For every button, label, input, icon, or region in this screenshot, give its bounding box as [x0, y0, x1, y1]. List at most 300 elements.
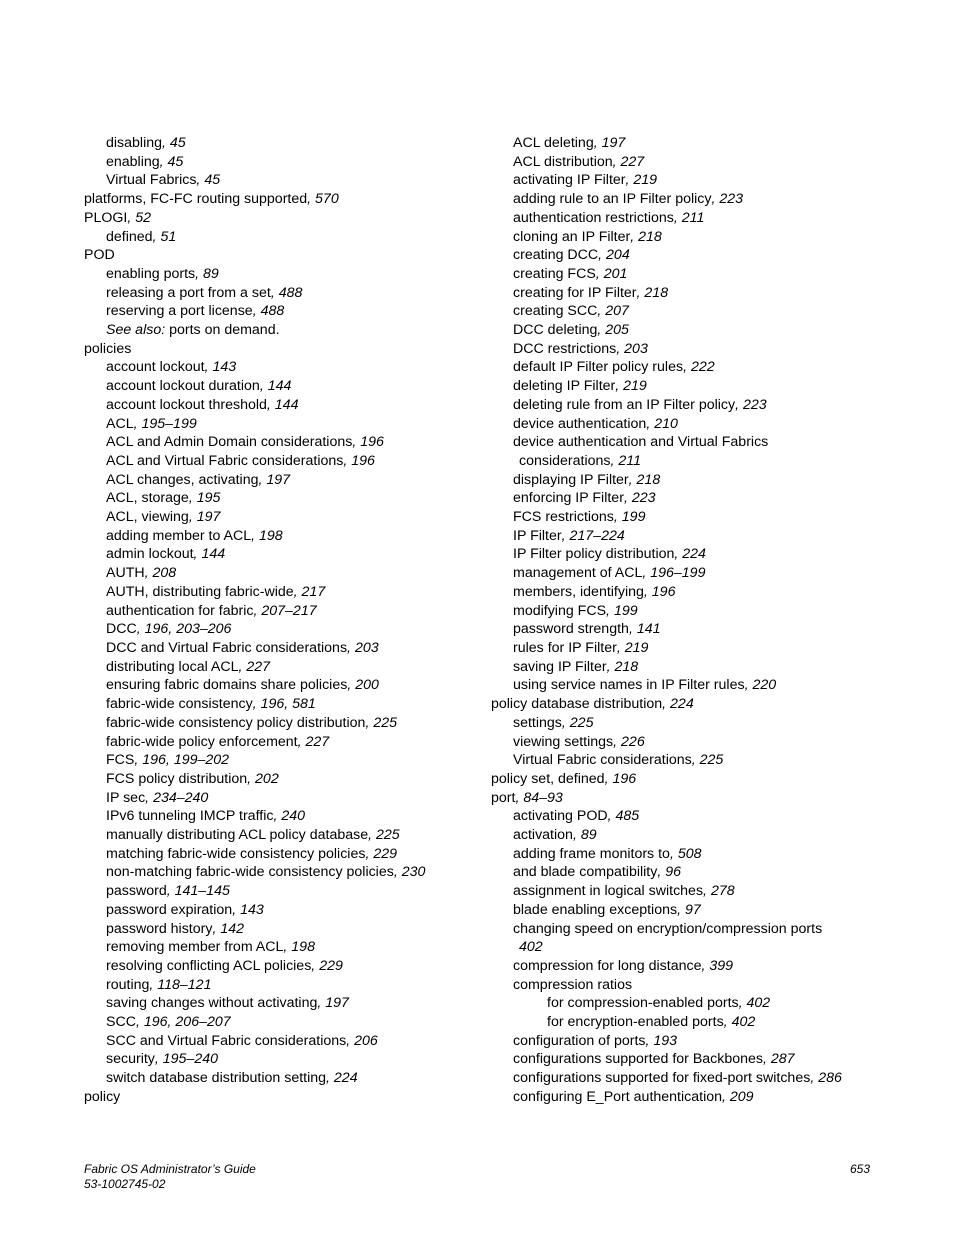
entry-page-ref[interactable]: 200: [355, 677, 379, 694]
index-entry: password history, 142: [106, 920, 245, 937]
entry-page-ref[interactable]: 211: [681, 209, 705, 226]
entry-page-ref[interactable]: 197: [196, 509, 221, 526]
index-entry: [84, 340, 464, 359]
index-entry: releasing a port from a set, 488: [106, 284, 303, 301]
entry-page-ref[interactable]: 205: [605, 322, 629, 339]
index-entry: configuring E_Port authentication, 209: [513, 1088, 754, 1105]
entry-page-ref[interactable]: 196: [351, 452, 375, 469]
index-entry: IPv6 tunneling IMCP traffic, 240: [106, 808, 306, 825]
entry-term: fabric-wide consistency policy distribution: [106, 714, 366, 731]
entry-term: configurations supported for fixed-port switches: [513, 1070, 811, 1087]
index-entry: creating FCS, 201: [513, 265, 628, 282]
entry-term: distributing local ACL: [106, 658, 239, 675]
entry-term: policy database distribution: [491, 696, 663, 713]
index-entry: [84, 1088, 464, 1107]
index-entry: ensuring fabric domains share policies, 200: [106, 677, 379, 694]
index-entry: configurations supported for fixed-port switches, 286: [513, 1070, 842, 1087]
entry-term: members, identifying: [513, 583, 644, 600]
entry-term: adding frame monitors to: [513, 845, 670, 862]
entry-page-ref[interactable]: 217–224: [569, 527, 625, 544]
index-entry: resolving conflicting ACL policies, 229: [106, 957, 343, 974]
entry-page-ref[interactable]: 199: [621, 509, 646, 526]
entry-term: removing member from ACL: [106, 939, 284, 956]
index-entry: ACL and Virtual Fabric considerations, 196: [106, 452, 375, 469]
entry-page-ref[interactable]: 286: [818, 1070, 842, 1087]
entry-page-ref[interactable]: 508: [677, 845, 702, 862]
entry-page-ref[interactable]: 193: [653, 1032, 678, 1049]
entry-term: modifying FCS: [513, 602, 607, 619]
entry-page-ref[interactable]: 209: [729, 1088, 754, 1105]
index-entry: AUTH, 208: [106, 565, 177, 582]
entry-term: creating FCS: [513, 265, 596, 282]
index-entry: DCC, 196, 203–206: [106, 621, 232, 638]
entry-page-ref[interactable]: 570: [315, 191, 339, 208]
index-entry: PLOGI, 52: [84, 209, 152, 226]
index-entry: port, 84–93: [491, 789, 563, 806]
entry-page-ref[interactable]: 195–199: [141, 415, 197, 432]
entry-page-ref[interactable]: 204: [606, 247, 630, 264]
index-entry: adding frame monitors to, 508: [513, 845, 702, 862]
index-entry: rules for IP Filter, 219: [513, 639, 649, 656]
index-entry: [491, 433, 891, 452]
entry-term: creating SCC: [513, 303, 598, 320]
index-entry: SCC and Virtual Fabric considerations, 206: [106, 1032, 378, 1049]
entry-term: ACL and Virtual Fabric considerations: [106, 452, 344, 469]
entry-page-ref[interactable]: 143: [240, 901, 264, 918]
index-entry: DCC and Virtual Fabric considerations, 203: [106, 639, 379, 656]
entry-page-ref[interactable]: 402: [519, 939, 543, 956]
index-entry: activating IP Filter, 219: [513, 172, 658, 189]
index-entry: displaying IP Filter, 218: [513, 471, 661, 488]
entry-page-ref[interactable]: 196: [651, 583, 676, 600]
entry-term: activating POD: [513, 808, 608, 825]
entry-term: account lockout threshold: [106, 396, 267, 413]
index-column-right: [491, 134, 891, 1107]
entry-page-ref[interactable]: 144: [201, 546, 226, 563]
entry-term: releasing a port from a set: [106, 284, 271, 301]
entry-term: port: [491, 789, 516, 806]
entry-term: enabling ports: [106, 265, 196, 282]
index-entry: enforcing IP Filter, 223: [513, 490, 656, 507]
index-entry: members, identifying, 196: [513, 583, 676, 600]
index-entry: [491, 938, 891, 957]
index-entry: enabling ports, 89: [106, 265, 219, 282]
index-entry: authentication for fabric, 207–217: [106, 602, 317, 619]
entry-page-ref[interactable]: 207: [605, 303, 629, 320]
entry-term: routing: [106, 976, 150, 993]
entry-term: ACL changes, activating: [106, 471, 259, 488]
entry-term: reserving a port license: [106, 303, 253, 320]
entry-term: IP sec: [106, 789, 146, 806]
entry-page-ref[interactable]: 218: [614, 658, 639, 675]
see-also-label: See also:: [106, 322, 166, 339]
index-entry: creating DCC, 204: [513, 247, 630, 264]
index-entry: disabling, 45: [106, 135, 186, 151]
entry-term: deleting IP Filter: [513, 378, 616, 395]
entry-term: for compression-enabled ports: [547, 995, 739, 1012]
index-entry: [491, 976, 891, 995]
entry-term: ACL, viewing: [106, 509, 189, 526]
index-entry: enabling, 45: [106, 153, 184, 170]
entry-term: ACL and Admin Domain considerations: [106, 434, 353, 451]
page-footer: [84, 1162, 870, 1192]
entry-page-ref[interactable]: 144: [267, 378, 292, 395]
entry-page-ref[interactable]: 89: [203, 265, 219, 282]
index-entry: password, 141–145: [106, 883, 230, 900]
entry-term: policy set, defined: [491, 770, 605, 787]
entry-term: DCC deleting: [513, 322, 598, 339]
entry-term: matching fabric-wide consistency policies: [106, 845, 366, 862]
entry-term: and blade compatibility: [513, 864, 658, 881]
entry-term: rules for IP Filter: [513, 639, 617, 656]
entry-page-ref[interactable]: 96: [665, 864, 681, 881]
index-entry: ACL, viewing, 197: [106, 509, 221, 526]
index-entry: device authentication, 210: [513, 415, 678, 432]
entry-page-ref[interactable]: 52: [135, 209, 152, 226]
index-entry: routing, 118–121: [106, 976, 212, 993]
index-entry: authentication restrictions, 211: [513, 209, 705, 226]
index-entry: configuration of ports, 193: [513, 1032, 678, 1049]
entry-page-ref[interactable]: 196: [360, 434, 384, 451]
entry-page-ref[interactable]: 196–199: [650, 565, 706, 582]
index-entry: policy database distribution, 224: [491, 696, 694, 713]
index-entry: defined, 51: [106, 228, 177, 245]
index-entry: activation, 89: [513, 827, 597, 844]
entry-term: cloning an IP Filter: [513, 228, 631, 245]
entry-page-ref[interactable]: 488: [278, 284, 303, 301]
entry-term: password expiration: [106, 901, 233, 918]
entry-page-ref[interactable]: 203: [624, 340, 648, 357]
entry-term: AUTH: [106, 565, 145, 582]
index-entry: deleting IP Filter, 219: [513, 378, 647, 395]
index-entry: blade enabling exceptions, 97: [513, 901, 701, 918]
index-entry: management of ACL, 196–199: [513, 565, 706, 582]
entry-term: account lockout: [106, 359, 205, 376]
entry-term: device authentication: [513, 415, 647, 432]
entry-term: defined: [106, 228, 153, 245]
entry-term: activation: [513, 827, 573, 844]
entry-term: for encryption-enabled ports: [547, 1014, 724, 1031]
index-entry: account lockout duration, 144: [106, 378, 292, 395]
entry-term: non-matching fabric-wide consistency policies: [106, 864, 394, 881]
entry-term: platforms, FC-FC routing supported: [84, 191, 308, 208]
entry-term: security: [106, 1051, 155, 1068]
entry-page-ref[interactable]: 208: [152, 565, 177, 582]
index-entry: fabric-wide consistency, 196, 581: [106, 696, 316, 713]
index-entry: default IP Filter policy rules, 222: [513, 359, 715, 376]
index-entry: ACL deleting, 197: [513, 135, 626, 151]
entry-term: adding rule to an IP Filter policy: [513, 191, 712, 208]
index-entry: ACL distribution, 227: [513, 153, 645, 170]
entry-term: ACL deleting: [513, 135, 594, 151]
entry-page-ref[interactable]: 224: [333, 1070, 358, 1087]
entry-page-ref[interactable]: 217: [301, 583, 326, 600]
entry-term: displaying IP Filter: [513, 471, 629, 488]
entry-term: fabric-wide policy enforcement: [106, 733, 298, 750]
entry-term: considerations: [519, 452, 611, 469]
entry-term: manually distributing ACL policy database: [106, 827, 369, 844]
entry-term: switch database distribution setting: [106, 1070, 327, 1087]
entry-page-ref[interactable]: 219: [633, 172, 658, 189]
index-entry: Virtual Fabric considerations, 225: [513, 752, 724, 769]
entry-page-ref[interactable]: 225: [569, 714, 594, 731]
entry-term: using service names in IP Filter rules: [513, 677, 745, 694]
index-entry: FCS, 196, 199–202: [106, 752, 230, 769]
entry-page-ref[interactable]: 287: [770, 1051, 795, 1068]
index-entry: viewing settings, 226: [513, 733, 645, 750]
index-entry: adding rule to an IP Filter policy, 223: [513, 191, 744, 208]
entry-page-ref[interactable]: 224: [670, 696, 694, 713]
index-entry: assignment in logical switches, 278: [513, 883, 735, 900]
entry-term: compression for long distance: [513, 957, 702, 974]
entry-page-ref[interactable]: 142: [220, 920, 245, 937]
entry-page-ref[interactable]: 225: [375, 827, 400, 844]
entry-page-ref[interactable]: 226: [621, 733, 645, 750]
entry-page-ref[interactable]: 118–121: [157, 976, 212, 993]
index-entry: creating SCC, 207: [513, 303, 629, 320]
entry-term: resolving conflicting ACL policies: [106, 957, 312, 974]
entry-page-ref[interactable]: 218: [644, 284, 669, 301]
entry-page-ref[interactable]: 225: [699, 752, 724, 769]
entry-page-ref[interactable]: 196, 203–206: [144, 621, 232, 638]
entry-page-ref[interactable]: 196, 206–207: [143, 1014, 231, 1031]
footer-doc-number: 53-1002745-02: [84, 1177, 166, 1191]
entry-term: compression ratios: [513, 976, 633, 993]
index-column-left: [84, 134, 464, 1107]
entry-term: AUTH, distributing fabric-wide: [106, 583, 294, 600]
entry-page-ref[interactable]: 485: [615, 808, 640, 825]
index-entry: reserving a port license, 488: [106, 303, 285, 320]
entry-page-ref[interactable]: 219: [623, 378, 647, 395]
index-entry: AUTH, distributing fabric-wide, 217: [106, 583, 326, 600]
index-entry: policy set, defined, 196: [491, 770, 637, 787]
entry-page-ref[interactable]: 141–145: [174, 883, 230, 900]
entry-page-ref[interactable]: 220: [752, 677, 777, 694]
index-entry: ACL, 195–199: [106, 415, 197, 432]
index-entry: password strength, 141: [513, 621, 661, 638]
entry-term: viewing settings: [513, 733, 614, 750]
entry-term: Virtual Fabrics: [106, 172, 197, 189]
entry-term: ACL, storage: [106, 490, 189, 507]
entry-page-ref[interactable]: 198: [291, 939, 315, 956]
index-entry: considerations, 211: [519, 452, 642, 469]
entry-page-ref[interactable]: 195: [196, 490, 221, 507]
entry-term: saving IP Filter: [513, 658, 607, 675]
index-entry: IP Filter, 217–224: [513, 527, 625, 544]
entry-term: password history: [106, 920, 213, 937]
entry-term: policies: [84, 340, 132, 357]
entry-term: DCC restrictions: [513, 340, 617, 357]
index-entry: account lockout threshold, 144: [106, 396, 299, 413]
entry-term: IP Filter policy distribution: [513, 546, 675, 563]
entry-page-ref[interactable]: 89: [580, 827, 597, 844]
entry-term: adding member to ACL: [106, 527, 252, 544]
entry-page-ref[interactable]: 206: [354, 1032, 378, 1049]
index-entry: Virtual Fabrics, 45: [106, 172, 221, 189]
entry-page-ref[interactable]: 402: [746, 995, 771, 1012]
footer-title: Fabric OS Administrator’s Guide: [84, 1162, 256, 1176]
entry-page-ref[interactable]: 84–93: [523, 789, 563, 806]
index-entry: removing member from ACL, 198: [106, 939, 315, 956]
entry-term: default IP Filter policy rules: [513, 359, 684, 376]
index-entry: manually distributing ACL policy database, 225: [106, 827, 400, 844]
entry-term: account lockout duration: [106, 378, 260, 395]
entry-page-ref[interactable]: 210: [654, 415, 678, 432]
entry-term: creating for IP Filter: [513, 284, 637, 301]
index-entry: password expiration, 143: [106, 901, 264, 918]
entry-term: authentication restrictions: [513, 209, 674, 226]
entry-page-ref[interactable]: 229: [373, 845, 397, 862]
index-entry: switch database distribution setting, 224: [106, 1070, 358, 1087]
index-entry: ACL changes, activating, 197: [106, 471, 291, 488]
entry-term: FCS: [106, 752, 135, 769]
entry-page-ref[interactable]: 234–240: [153, 789, 209, 806]
entry-term: IPv6 tunneling IMCP traffic: [106, 808, 274, 825]
entry-page-ref[interactable]: 45: [204, 172, 221, 189]
entry-term: FCS policy distribution: [106, 770, 248, 787]
entry-page-ref[interactable]: 218: [638, 228, 662, 245]
entry-term: settings: [513, 714, 562, 731]
entry-page-ref[interactable]: 196: [612, 770, 637, 787]
index-entry: admin lockout, 144: [106, 546, 226, 563]
entry-term: SCC and Virtual Fabric considerations: [106, 1032, 347, 1049]
entry-page-ref[interactable]: 223: [631, 490, 656, 507]
entry-term: activating IP Filter: [513, 172, 626, 189]
entry-page-ref[interactable]: 227: [620, 153, 645, 170]
entry-page-ref[interactable]: 144: [274, 396, 299, 413]
entry-page-ref[interactable]: 219: [624, 639, 649, 656]
index-entry: SCC, 196, 206–207: [106, 1014, 231, 1031]
index-entry: IP sec, 234–240: [106, 789, 209, 806]
index-entry: [84, 246, 464, 265]
index-entry: FCS restrictions, 199: [513, 509, 646, 526]
entry-page-ref[interactable]: 199: [613, 602, 638, 619]
entry-page-ref[interactable]: 201: [603, 265, 628, 282]
index-entry: for compression-enabled ports, 402: [547, 995, 771, 1012]
index-entry: saving changes without activating, 197: [106, 995, 349, 1012]
entry-page-ref[interactable]: 197: [325, 995, 349, 1012]
entry-term: configurations supported for Backbones: [513, 1051, 764, 1068]
index-entry: for encryption-enabled ports, 402: [547, 1014, 756, 1031]
entry-term: configuration of ports: [513, 1032, 646, 1049]
entry-term: ACL distribution: [513, 153, 613, 170]
footer-page-number: 653: [849, 1162, 870, 1176]
index-entry: [84, 321, 464, 340]
entry-page-ref[interactable]: 223: [719, 191, 744, 208]
entry-term: ACL: [106, 415, 134, 432]
entry-page-ref[interactable]: 197: [601, 135, 626, 151]
index-entry: distributing local ACL, 227: [106, 658, 271, 675]
entry-term: blade enabling exceptions: [513, 901, 678, 918]
index-entry: matching fabric-wide consistency policies, 229: [106, 845, 397, 862]
entry-page-ref[interactable]: 278: [710, 883, 735, 900]
entry-page-ref[interactable]: 45: [169, 135, 186, 151]
entry-term: disabling: [106, 135, 163, 151]
entry-term: configuring E_Port authentication: [513, 1088, 723, 1105]
entry-term: DCC and Virtual Fabric considerations: [106, 639, 348, 656]
entry-term: enforcing IP Filter: [513, 490, 624, 507]
entry-page-ref[interactable]: 218: [636, 471, 661, 488]
index-entry: [491, 920, 891, 939]
entry-page-ref[interactable]: 488: [260, 303, 285, 320]
entry-page-ref[interactable]: 240: [281, 808, 306, 825]
entry-page-ref[interactable]: 227: [246, 658, 271, 675]
entry-page-ref[interactable]: 97: [684, 901, 701, 918]
entry-term: authentication for fabric: [106, 602, 254, 619]
entry-term: deleting rule from an IP Filter policy: [513, 396, 736, 413]
index-entry: DCC restrictions, 203: [513, 340, 648, 357]
entry-term: management of ACL: [513, 565, 643, 582]
entry-page-ref[interactable]: 402: [731, 1014, 756, 1031]
entry-page-ref[interactable]: 207–217: [261, 602, 317, 619]
entry-term: changing speed on encryption/compression ports: [513, 920, 823, 937]
index-entry: ACL and Admin Domain considerations, 196: [106, 434, 384, 451]
entry-page-ref[interactable]: 196, 581: [260, 696, 316, 713]
entry-page-ref[interactable]: 223: [743, 396, 767, 413]
entry-term: fabric-wide consistency: [106, 696, 253, 713]
entry-term: password strength: [513, 621, 629, 638]
index-entry: ACL, storage, 195: [106, 490, 221, 507]
index-entry: and blade compatibility, 96: [513, 864, 681, 881]
index-entry: saving IP Filter, 218: [513, 658, 639, 675]
entry-term: device authentication and Virtual Fabrics: [513, 434, 769, 451]
entry-term: saving changes without activating: [106, 995, 318, 1012]
entry-term: IP Filter: [513, 527, 562, 544]
index-entry: IP Filter policy distribution, 224: [513, 546, 706, 563]
entry-page-ref[interactable]: 225: [373, 714, 397, 731]
entry-page-ref[interactable]: 203: [354, 639, 379, 656]
index-entry: adding member to ACL, 198: [106, 527, 283, 544]
entry-term: FCS restrictions: [513, 509, 614, 526]
index-entry: platforms, FC-FC routing supported, 570: [84, 191, 339, 208]
entry-page-ref[interactable]: 222: [690, 359, 715, 376]
entry-term: POD: [84, 247, 115, 264]
entry-term: Virtual Fabric considerations: [513, 752, 692, 769]
index-entry: FCS policy distribution, 202: [106, 770, 279, 787]
index-entry: DCC deleting, 205: [513, 322, 629, 339]
index-entry: settings, 225: [513, 714, 594, 731]
entry-page-ref[interactable]: 198: [259, 527, 283, 544]
index-entry: deleting rule from an IP Filter policy, 223: [513, 396, 767, 413]
entry-page-ref[interactable]: 196, 199–202: [142, 752, 230, 769]
entry-page-ref[interactable]: 224: [682, 546, 706, 563]
entry-term: policy: [84, 1088, 121, 1105]
entry-page-ref[interactable]: 211: [618, 452, 642, 469]
entry-term: DCC: [106, 621, 137, 638]
entry-page-ref[interactable]: 230: [401, 864, 426, 881]
entry-page-ref[interactable]: 45: [167, 153, 184, 170]
entry-page-ref[interactable]: 227: [305, 733, 330, 750]
entry-term: ensuring fabric domains share policies: [106, 677, 348, 694]
entry-page-ref[interactable]: 195–240: [162, 1051, 219, 1068]
entry-page-ref[interactable]: 141: [636, 621, 661, 638]
entry-page-ref[interactable]: 229: [319, 957, 343, 974]
entry-page-ref[interactable]: 143: [212, 359, 237, 376]
entry-term: password: [106, 883, 167, 900]
index-entry: fabric-wide consistency policy distribution, 225: [106, 714, 397, 731]
index-entry: creating for IP Filter, 218: [513, 284, 669, 301]
index-entry: compression for long distance, 399: [513, 957, 734, 974]
entry-term: ports on demand.: [169, 322, 280, 339]
entry-page-ref[interactable]: 399: [709, 957, 734, 974]
entry-page-ref[interactable]: 197: [266, 471, 291, 488]
index-entry: account lockout, 143: [106, 359, 237, 376]
entry-page-ref[interactable]: 202: [255, 770, 279, 787]
index-entry: configurations supported for Backbones, 287: [513, 1051, 795, 1068]
index-entry: modifying FCS, 199: [513, 602, 638, 619]
entry-term: admin lockout: [106, 546, 194, 563]
entry-page-ref[interactable]: 51: [160, 228, 177, 245]
